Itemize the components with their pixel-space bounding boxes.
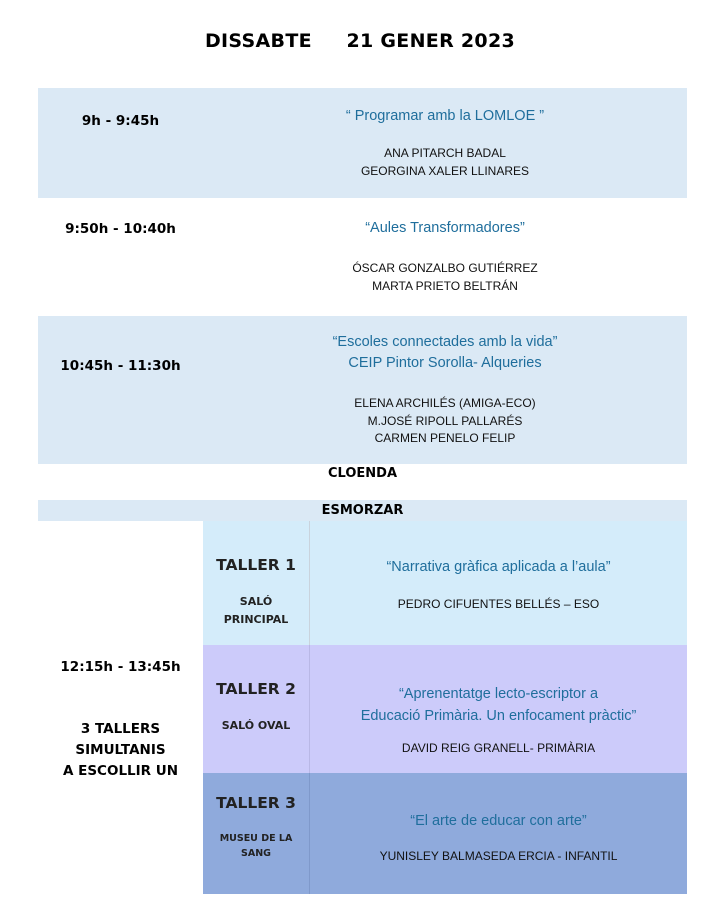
session-time: 9h - 9:45h [81,113,160,129]
workshop-room-line: SALÓ OVAL [221,719,291,732]
speaker-name: MARTA PRIETO BELTRÁN [372,278,518,293]
closing-label: CLOENDA [327,466,398,481]
workshop-talk-line: Educació Primària. Un enfocament pràctic” [360,708,637,724]
workshop-room-line: SALÓ [239,595,273,608]
session-speakers [203,145,687,180]
workshop-name: TALLER 2 [216,680,296,698]
session-talk-title: “Escoles connectades amb la vida” [332,334,558,350]
session-talk-title: “ Programar amb la LOMLOE ” [345,108,545,124]
workshop-talk-title: “El arte de educar con arte” [410,813,587,829]
speaker-name: ÓSCAR GONZALBO GUTIÉRREZ [352,261,538,275]
workshop-room [203,717,309,735]
session-row-2 [38,198,687,316]
workshops-note-line: SIMULTANIS [75,742,166,758]
speaker-name: GEORGINA XALER LLINARES [360,163,530,178]
workshop-speaker: PEDRO CIFUENTES BELLÉS – ESO [397,597,600,611]
page-title [0,30,720,52]
workshop-room [203,831,309,861]
workshops-note-line: 3 TALLERS [80,721,161,737]
workshop-room-line: PRINCIPAL [223,613,289,626]
workshop-room-line: MUSEU DE LA [219,833,293,844]
workshop-room-line: SANG [241,848,271,859]
session-speakers [203,395,687,448]
session-row-1 [38,88,687,198]
workshop-speaker: YUNISLEY BALMASEDA ERCIA - INFANTIL [379,849,618,863]
workshop-name: TALLER 3 [216,794,296,812]
speaker-name: ANA PITARCH BADAL [384,146,506,160]
divider [309,521,310,645]
breakfast-label: ESMORZAR [321,503,404,518]
workshops-note-line: A ESCOLLIR UN [62,763,179,779]
workshop-speaker: DAVID REIG GRANELL- PRIMÀRIA [401,741,596,755]
session-talk-subtitle: CEIP Pintor Sorolla- Alqueries [348,355,542,371]
workshops-note [38,719,203,782]
workshop-room [203,593,309,629]
session-speakers [203,260,687,295]
workshop-name: TALLER 1 [216,556,296,574]
divider [309,773,310,894]
date-label: 21 GENER 2023 [346,30,515,52]
session-talk-title: “Aules Transformadores” [365,220,525,236]
speaker-name: M.JOSÉ RIPOLL PALLARÉS [367,413,523,428]
speaker-name: ELENA ARCHILÉS (AMIGA-ECO) [354,396,536,410]
session-time: 10:45h - 11:30h [60,358,181,374]
workshop-talk-line: “Aprenentatge lecto-escriptor a [398,686,599,702]
speaker-name: CARMEN PENELO FELIP [374,431,516,445]
session-time: 9:50h - 10:40h [65,221,176,237]
workshop-talk-title: “Narrativa gràfica aplicada a l’aula” [386,559,611,575]
workshops-time-cell [38,521,203,894]
workshops-time: 12:15h - 13:45h [60,659,181,675]
day-label: DISSABTE [204,30,312,52]
workshop-talk-title [310,683,687,727]
